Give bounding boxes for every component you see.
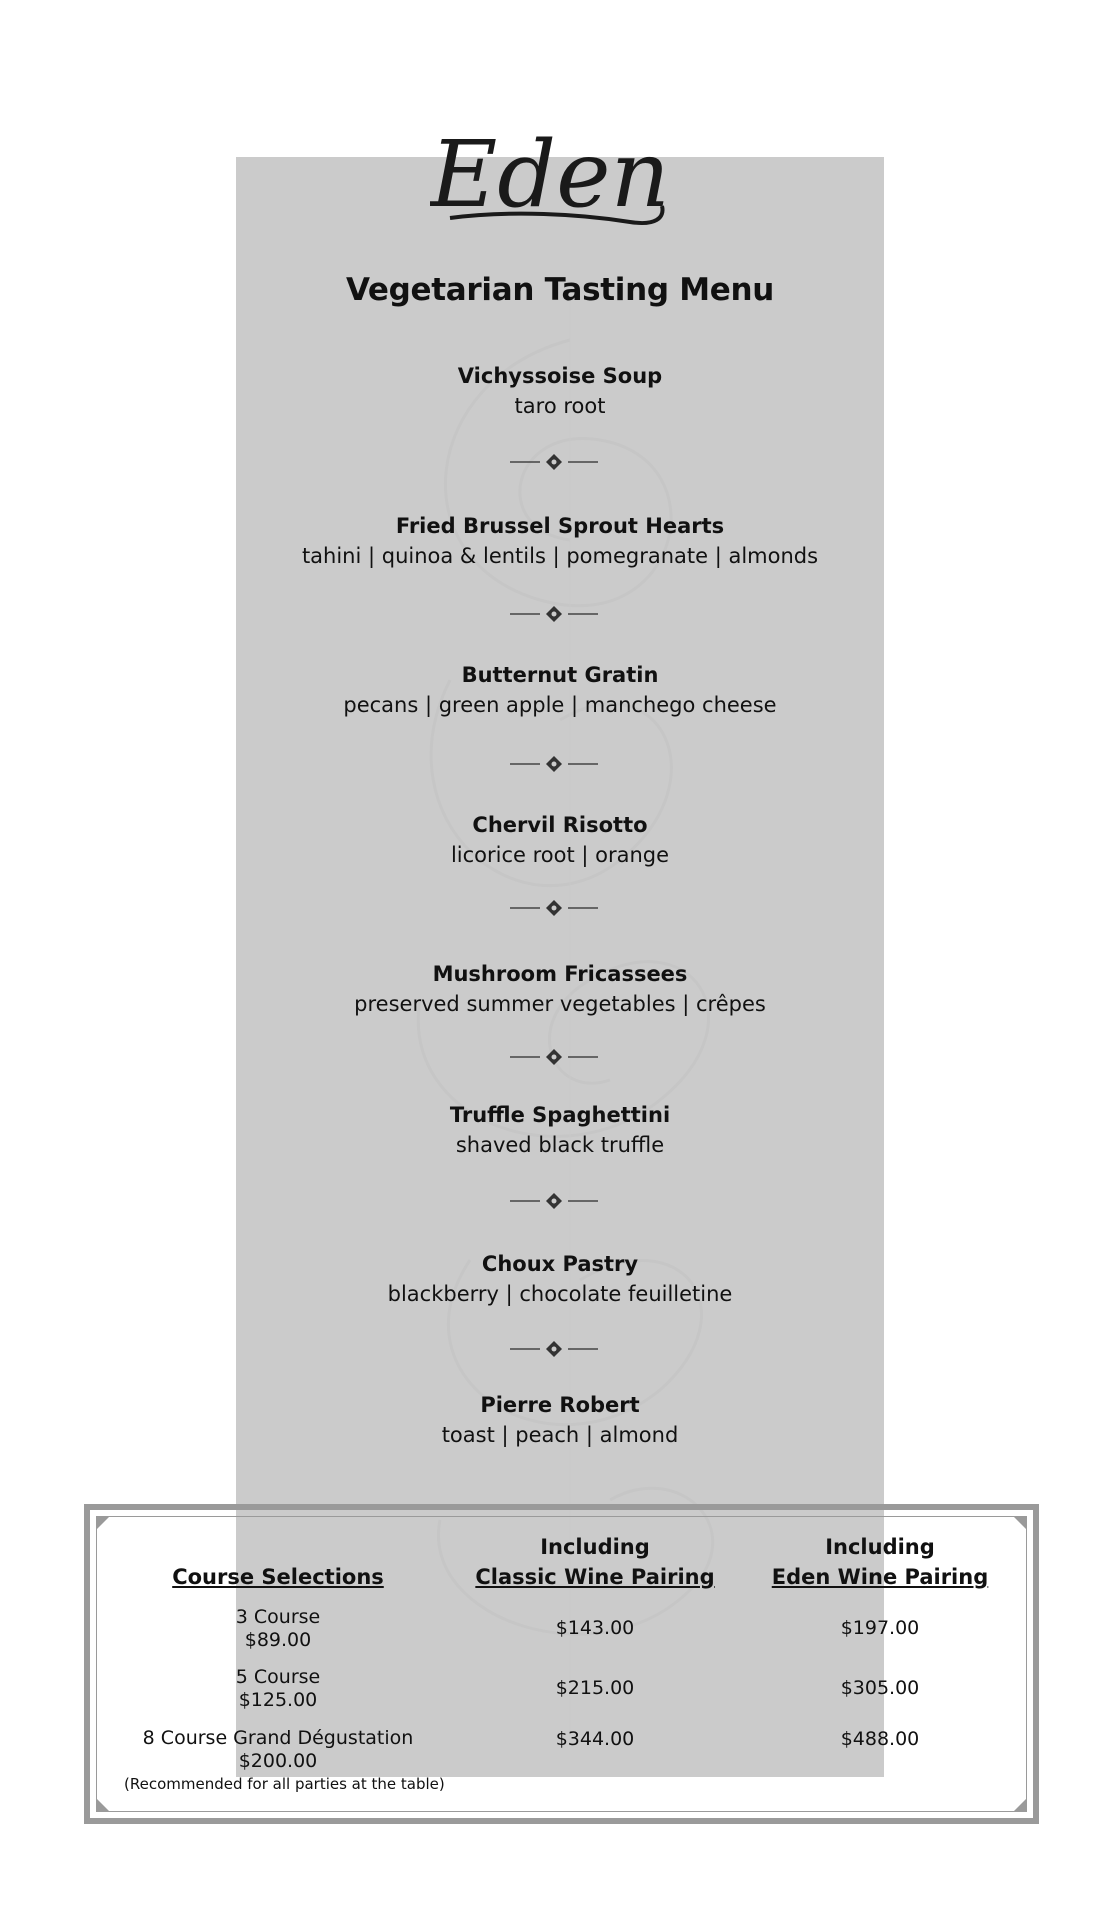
ornament-divider — [510, 753, 598, 775]
eden-pairing-price: $305.00 — [840, 1677, 920, 1699]
classic-pairing-price: $215.00 — [555, 1677, 635, 1699]
course-item — [0, 1249, 1120, 1309]
course-description: shaved black truffle — [455, 1133, 665, 1157]
corner-ornament — [96, 1516, 110, 1530]
course-item — [0, 959, 1120, 1019]
course-name: Butternut Gratin — [461, 663, 659, 687]
course-selections-header — [140, 1562, 416, 1592]
course-item — [0, 361, 1120, 421]
course-name: Mushroom Fricassees — [432, 962, 688, 986]
classic-pairing-header-top: Including — [540, 1535, 650, 1559]
eden-pairing-header — [750, 1532, 1010, 1592]
corner-ornament — [96, 1798, 110, 1812]
eden-pairing-price: $488.00 — [840, 1728, 920, 1750]
course-item — [0, 1100, 1120, 1160]
ornament-divider — [510, 1338, 598, 1360]
ornament-divider — [510, 1190, 598, 1212]
course-item — [0, 1390, 1120, 1450]
course-item — [0, 660, 1120, 720]
course-name: Fried Brussel Sprout Hearts — [395, 514, 725, 538]
classic-pairing-price: $143.00 — [555, 1617, 635, 1639]
course-description: pecans | green apple | manchego cheese — [343, 693, 777, 717]
course-description: tahini | quinoa & lentils | pomegranate | almonds — [301, 544, 819, 568]
recommendation-note: (Recommended for all parties at the table) — [124, 1775, 445, 1793]
course-count: 8 Course Grand Dégustation — [142, 1727, 414, 1749]
course-description: blackberry | chocolate feuilletine — [387, 1282, 733, 1306]
course-name: Pierre Robert — [480, 1393, 640, 1417]
course-price: $89.00 — [244, 1629, 312, 1651]
course-name: Choux Pastry — [481, 1252, 639, 1276]
eden-pairing-header-top: Including — [825, 1535, 935, 1559]
course-description: preserved summer vegetables | crêpes — [354, 992, 766, 1016]
course-price: $125.00 — [238, 1689, 318, 1711]
ornament-divider — [510, 451, 598, 473]
course-count: 3 Course — [235, 1606, 321, 1628]
ornament-divider — [510, 897, 598, 919]
price-row-course — [100, 1727, 456, 1773]
svg-text:Eden: Eden — [430, 121, 670, 228]
course-name: Chervil Risotto — [472, 813, 648, 837]
eden-pairing-price: $197.00 — [840, 1617, 920, 1639]
eden-pairing-header-bottom: Eden Wine Pairing — [771, 1565, 989, 1589]
eden-logo — [430, 118, 680, 248]
corner-ornament — [1013, 1798, 1027, 1812]
course-description: toast | peach | almond — [441, 1423, 679, 1447]
ornament-divider — [510, 1046, 598, 1068]
ornament-divider — [510, 603, 598, 625]
course-description: licorice root | orange — [450, 843, 670, 867]
course-price: $200.00 — [238, 1750, 318, 1772]
classic-pairing-price: $344.00 — [555, 1728, 635, 1750]
course-description: taro root — [514, 394, 606, 418]
classic-pairing-header-bottom: Classic Wine Pairing — [475, 1565, 715, 1589]
classic-pairing-header — [460, 1532, 730, 1592]
course-count: 5 Course — [235, 1666, 321, 1688]
course-selections-label: Course Selections — [172, 1565, 384, 1589]
corner-ornament — [1013, 1516, 1027, 1530]
price-row-course — [120, 1606, 436, 1652]
course-item — [0, 810, 1120, 870]
course-name: Vichyssoise Soup — [457, 364, 663, 388]
course-item — [0, 511, 1120, 571]
course-name: Truffle Spaghettini — [449, 1103, 671, 1127]
menu-title: Vegetarian Tasting Menu — [345, 272, 775, 308]
price-row-course — [120, 1666, 436, 1712]
